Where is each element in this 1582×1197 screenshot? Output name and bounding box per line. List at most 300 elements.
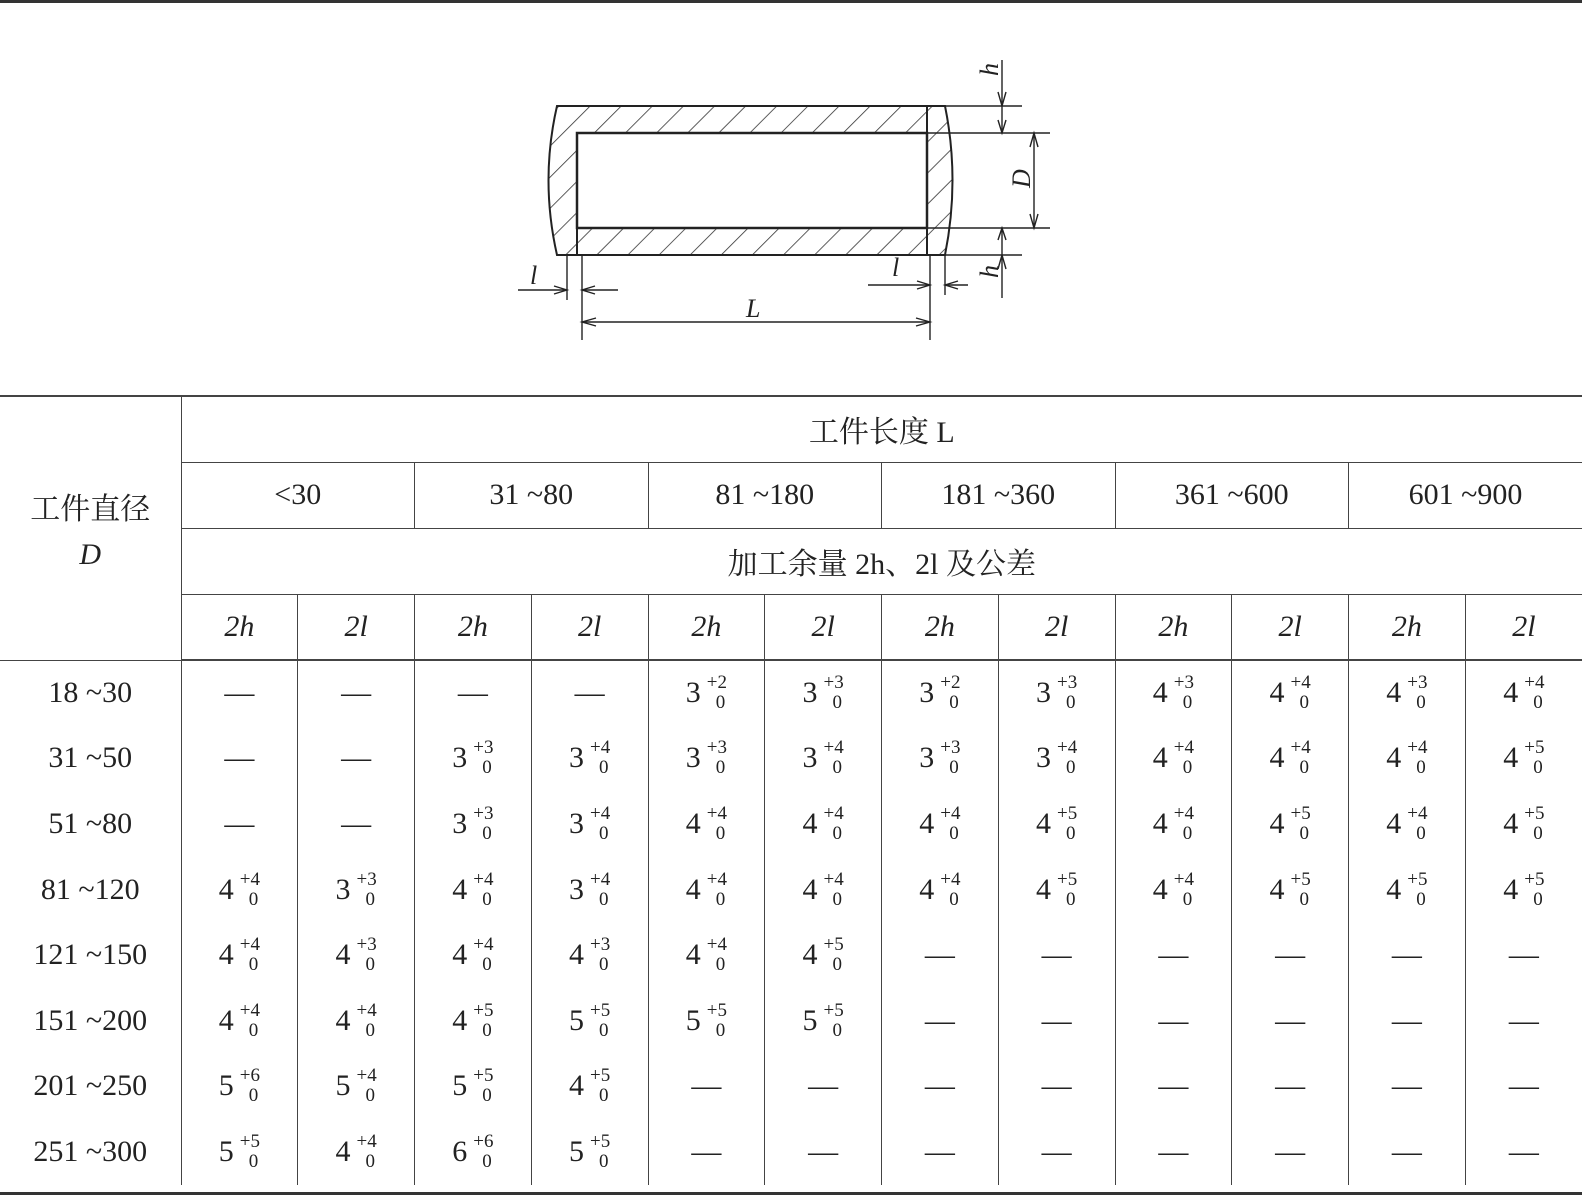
upper-tolerance: +4 (706, 934, 727, 956)
allowance-table (0, 395, 1582, 1185)
top-rule (0, 0, 1582, 3)
upper-tolerance: +3 (590, 934, 611, 956)
allowance-cell (1115, 857, 1232, 923)
allowance-cell (1465, 857, 1582, 923)
upper-tolerance: +3 (706, 737, 727, 759)
lower-tolerance: 0 (1066, 757, 1076, 779)
empty-cell-dash: — (1115, 1054, 1232, 1120)
upper-tolerance: +4 (1407, 802, 1428, 824)
allowance-value: 3 (569, 806, 585, 840)
allowance-cell (1465, 726, 1582, 792)
lower-tolerance: 0 (248, 1150, 259, 1172)
upper-tolerance: +4 (940, 802, 961, 824)
lower-tolerance: 0 (949, 822, 959, 844)
upper-tolerance: +5 (1524, 868, 1545, 890)
allowance-cell (181, 1054, 298, 1120)
lower-tolerance: 0 (365, 1085, 376, 1107)
lower-tolerance: 0 (365, 954, 376, 976)
allowance-cell (1349, 726, 1466, 792)
empty-cell-dash: — (882, 1119, 999, 1185)
upper-tolerance: +5 (823, 999, 844, 1021)
table-row (0, 791, 1582, 857)
upper-tolerance: +5 (239, 1130, 260, 1152)
length-range-header: 81 ~180 (648, 462, 882, 528)
lower-tolerance: 0 (599, 954, 609, 976)
upper-tolerance: +5 (473, 1065, 494, 1087)
lower-tolerance: 0 (1066, 822, 1076, 844)
allowance-value: 4 (569, 1069, 585, 1103)
allowance-value: 3 (802, 741, 818, 775)
empty-cell-dash: — (531, 660, 648, 726)
allowance-value: 4 (1036, 872, 1052, 906)
label-l-left: l (530, 261, 538, 290)
upper-tolerance: +5 (1057, 868, 1078, 890)
empty-cell-dash: — (1465, 1119, 1582, 1185)
lower-tolerance: 0 (1416, 692, 1426, 714)
allowance-value: 3 (335, 872, 351, 906)
empty-cell-dash: — (998, 988, 1115, 1054)
empty-cell-dash: — (1465, 1054, 1582, 1120)
lower-tolerance: 0 (832, 888, 843, 910)
lower-tolerance: 0 (482, 954, 492, 976)
upper-tolerance: +4 (239, 934, 260, 956)
upper-tolerance: +3 (1173, 672, 1194, 694)
upper-tolerance: +3 (473, 802, 494, 824)
upper-tolerance: +4 (823, 802, 844, 824)
workpiece-diagram (500, 40, 1080, 360)
allowance-cell (998, 791, 1115, 857)
allowance-cell (1232, 791, 1349, 857)
upper-tolerance: +4 (239, 999, 260, 1021)
allowance-cell (1232, 660, 1349, 726)
upper-tolerance: +4 (1057, 737, 1078, 759)
allowance-value: 5 (569, 1003, 585, 1037)
diameter-range: 31 ~50 (0, 726, 181, 792)
upper-tolerance: +5 (823, 934, 844, 956)
lower-tolerance: 0 (1533, 888, 1543, 910)
allowance-value: 3 (685, 741, 701, 775)
lower-tolerance: 0 (832, 1019, 843, 1041)
empty-cell-dash: — (415, 660, 532, 726)
lower-tolerance: 0 (1299, 692, 1310, 714)
empty-cell-dash: — (298, 791, 415, 857)
allowance-value: 4 (802, 872, 818, 906)
empty-cell-dash: — (882, 922, 999, 988)
empty-cell-dash: — (1349, 1119, 1466, 1185)
allowance-cell (415, 857, 532, 923)
diameter-header-symbol: D (79, 538, 102, 572)
upper-tolerance: +5 (1290, 868, 1311, 890)
upper-tolerance: +5 (1524, 737, 1545, 759)
allowance-value: 4 (1269, 676, 1285, 710)
allowance-value: 4 (685, 806, 701, 840)
allowance-cell (882, 660, 999, 726)
allowance-cell (648, 791, 765, 857)
allowance-cell (298, 1054, 415, 1120)
allowance-value: 5 (218, 1069, 234, 1103)
allowance-value: 4 (1152, 872, 1168, 906)
allowance-subcolumn-header: 2l (298, 594, 415, 660)
diameter-range: 121 ~150 (0, 922, 181, 988)
lower-tolerance: 0 (482, 1150, 492, 1172)
lower-tolerance: 0 (1533, 757, 1543, 779)
length-range-header: <30 (181, 462, 415, 528)
allowance-cell (1115, 660, 1232, 726)
allowance-value: 4 (1503, 872, 1519, 906)
lower-tolerance: 0 (715, 757, 726, 779)
lower-tolerance: 0 (832, 822, 843, 844)
lower-tolerance: 0 (1299, 822, 1310, 844)
lower-tolerance: 0 (248, 954, 259, 976)
upper-tolerance: +3 (473, 737, 494, 759)
upper-tolerance: +4 (590, 737, 611, 759)
lower-tolerance: 0 (599, 1085, 609, 1107)
empty-cell-dash: — (181, 660, 298, 726)
diameter-range: 18 ~30 (0, 660, 181, 726)
upper-tolerance: +3 (356, 868, 377, 890)
diameter-header-label: 工件直径 (30, 493, 151, 527)
lower-tolerance: 0 (715, 692, 726, 714)
lower-tolerance: 0 (949, 757, 959, 779)
table-row (0, 1119, 1582, 1185)
diameter-header (0, 396, 181, 660)
lower-tolerance: 0 (365, 888, 376, 910)
lower-tolerance: 0 (1416, 757, 1426, 779)
lower-tolerance: 0 (365, 1019, 376, 1041)
table-row (0, 857, 1582, 923)
allowance-subcolumn-header: 2h (415, 594, 532, 660)
upper-tolerance: +5 (1290, 802, 1311, 824)
allowance-cell (415, 726, 532, 792)
allowance-value: 4 (685, 938, 701, 972)
empty-cell-dash: — (1232, 922, 1349, 988)
allowance-cell (415, 1054, 532, 1120)
lower-tolerance: 0 (715, 822, 726, 844)
lower-tolerance: 0 (482, 888, 492, 910)
label-D: D (1007, 169, 1036, 188)
diameter-range: 81 ~120 (0, 857, 181, 923)
allowance-value: 3 (685, 676, 701, 710)
lower-tolerance: 0 (482, 1019, 492, 1041)
allowance-value: 4 (1036, 806, 1052, 840)
allowance-value: 4 (218, 938, 234, 972)
empty-cell-dash: — (1349, 988, 1466, 1054)
lower-tolerance: 0 (1299, 757, 1310, 779)
upper-tolerance: +4 (1173, 737, 1194, 759)
upper-tolerance: +5 (706, 999, 727, 1021)
lower-tolerance: 0 (1066, 692, 1076, 714)
upper-tolerance: +2 (940, 672, 961, 694)
allowance-cell (1232, 857, 1349, 923)
lower-tolerance: 0 (715, 954, 726, 976)
empty-cell-dash: — (298, 660, 415, 726)
allowance-cell (415, 922, 532, 988)
lower-tolerance: 0 (832, 692, 843, 714)
allowance-cell (998, 660, 1115, 726)
upper-tolerance: +3 (823, 672, 844, 694)
allowance-value: 4 (452, 938, 468, 972)
lower-tolerance: 0 (599, 1019, 609, 1041)
lower-tolerance: 0 (949, 888, 959, 910)
allowance-value: 6 (452, 1134, 468, 1168)
length-header: 工件长度 L (181, 396, 1582, 462)
upper-tolerance: +3 (356, 934, 377, 956)
upper-tolerance: +4 (823, 868, 844, 890)
allowance-subcolumn-header: 2h (648, 594, 765, 660)
allowance-cell (181, 1119, 298, 1185)
allowance-cell (415, 791, 532, 857)
upper-tolerance: +4 (940, 868, 961, 890)
allowance-value: 4 (1269, 806, 1285, 840)
upper-tolerance: +4 (823, 737, 844, 759)
empty-cell-dash: — (998, 922, 1115, 988)
lower-tolerance: 0 (715, 1019, 726, 1041)
allowance-value: 4 (685, 872, 701, 906)
allowance-cell (531, 857, 648, 923)
allowance-cell (648, 988, 765, 1054)
diameter-range: 201 ~250 (0, 1054, 181, 1120)
diameter-range: 251 ~300 (0, 1119, 181, 1185)
allowance-value: 4 (218, 872, 234, 906)
allowance-value: 4 (1503, 806, 1519, 840)
allowance-cell (882, 857, 999, 923)
allowance-cell (765, 922, 882, 988)
allowance-cell (765, 988, 882, 1054)
upper-tolerance: +4 (1173, 802, 1194, 824)
allowance-cell (765, 857, 882, 923)
allowance-value: 5 (218, 1134, 234, 1168)
allowance-cell (531, 988, 648, 1054)
allowance-cell (181, 988, 298, 1054)
allowance-cell (298, 857, 415, 923)
empty-cell-dash: — (181, 726, 298, 792)
empty-cell-dash: — (648, 1054, 765, 1120)
empty-cell-dash: — (882, 1054, 999, 1120)
allowance-cell (531, 1054, 648, 1120)
allowance-value: 3 (569, 741, 585, 775)
allowance-cell (648, 660, 765, 726)
upper-tolerance: +4 (473, 868, 494, 890)
allowance-cell (765, 660, 882, 726)
allowance-value: 4 (1152, 676, 1168, 710)
allowance-value: 3 (452, 741, 468, 775)
lower-tolerance: 0 (248, 1019, 259, 1041)
upper-tolerance: +4 (590, 802, 611, 824)
allowance-value: 3 (919, 676, 935, 710)
lower-tolerance: 0 (1416, 888, 1426, 910)
empty-cell-dash: — (1349, 922, 1466, 988)
allowance-cell (531, 726, 648, 792)
upper-tolerance: +3 (1057, 672, 1078, 694)
allowance-value: 4 (802, 938, 818, 972)
empty-cell-dash: — (1115, 922, 1232, 988)
allowance-cell (648, 726, 765, 792)
upper-tolerance: +4 (356, 1130, 377, 1152)
bottom-rule (0, 1192, 1582, 1195)
length-range-header: 181 ~360 (882, 462, 1116, 528)
label-h-top: h (975, 63, 1004, 76)
allowance-subcolumn-header: 2h (1349, 594, 1466, 660)
table-row (0, 988, 1582, 1054)
allowance-value: 3 (569, 872, 585, 906)
upper-tolerance: +4 (706, 802, 727, 824)
upper-tolerance: +4 (1524, 672, 1545, 694)
empty-cell-dash: — (1115, 988, 1232, 1054)
allowance-cell (998, 726, 1115, 792)
lower-tolerance: 0 (482, 822, 492, 844)
upper-tolerance: +5 (1057, 802, 1078, 824)
lower-tolerance: 0 (1182, 692, 1193, 714)
allowance-value: 3 (802, 676, 818, 710)
allowance-value: 4 (1269, 741, 1285, 775)
allowance-cell (1349, 857, 1466, 923)
allowance-value: 4 (335, 1003, 351, 1037)
allowance-cell (765, 726, 882, 792)
allowance-cell (648, 857, 765, 923)
lower-tolerance: 0 (832, 954, 843, 976)
upper-tolerance: +6 (473, 1130, 494, 1152)
lower-tolerance: 0 (1533, 822, 1543, 844)
lower-tolerance: 0 (482, 757, 492, 779)
allowance-value: 3 (1036, 741, 1052, 775)
table-row (0, 1054, 1582, 1120)
allowance-value: 4 (1503, 741, 1519, 775)
empty-cell-dash: — (765, 1054, 882, 1120)
empty-cell-dash: — (1465, 922, 1582, 988)
allowance-value: 4 (802, 806, 818, 840)
lower-tolerance: 0 (599, 888, 609, 910)
diameter-range: 51 ~80 (0, 791, 181, 857)
diameter-range: 151 ~200 (0, 988, 181, 1054)
allowance-value: 4 (919, 872, 935, 906)
allowance-value: 4 (919, 806, 935, 840)
lower-tolerance: 0 (1299, 888, 1310, 910)
allowance-value: 4 (335, 1134, 351, 1168)
allowance-header: 加工余量 2h、2l 及公差 (181, 528, 1582, 594)
upper-tolerance: +3 (1407, 672, 1428, 694)
allowance-value: 5 (685, 1003, 701, 1037)
lower-tolerance: 0 (832, 757, 843, 779)
empty-cell-dash: — (1232, 1119, 1349, 1185)
empty-cell-dash: — (298, 726, 415, 792)
allowance-value: 3 (919, 741, 935, 775)
upper-tolerance: +4 (590, 868, 611, 890)
allowance-cell (882, 726, 999, 792)
allowance-cell (1465, 660, 1582, 726)
upper-tolerance: +4 (356, 999, 377, 1021)
empty-cell-dash: — (998, 1054, 1115, 1120)
length-range-header: 601 ~900 (1349, 462, 1582, 528)
allowance-cell (882, 791, 999, 857)
allowance-value: 4 (1386, 806, 1402, 840)
allowance-cell (1349, 791, 1466, 857)
allowance-subcolumn-header: 2h (882, 594, 999, 660)
upper-tolerance: +5 (590, 1130, 611, 1152)
table-row (0, 726, 1582, 792)
allowance-subcolumn-header: 2l (998, 594, 1115, 660)
allowance-value: 4 (1152, 741, 1168, 775)
empty-cell-dash: — (1349, 1054, 1466, 1120)
empty-cell-dash: — (882, 988, 999, 1054)
upper-tolerance: +5 (1407, 868, 1428, 890)
allowance-cell (298, 922, 415, 988)
upper-tolerance: +5 (1524, 802, 1545, 824)
lower-tolerance: 0 (1182, 822, 1193, 844)
allowance-cell (1465, 791, 1582, 857)
allowance-cell (298, 1119, 415, 1185)
table-row (0, 922, 1582, 988)
allowance-cell (415, 988, 532, 1054)
lower-tolerance: 0 (248, 1085, 259, 1107)
allowance-subcolumn-header: 2l (531, 594, 648, 660)
allowance-value: 4 (452, 1003, 468, 1037)
upper-tolerance: +4 (1173, 868, 1194, 890)
upper-tolerance: +4 (473, 934, 494, 956)
allowance-cell (1232, 726, 1349, 792)
allowance-subcolumn-header: 2h (181, 594, 298, 660)
upper-tolerance: +4 (1407, 737, 1428, 759)
lower-tolerance: 0 (599, 757, 609, 779)
allowance-value: 4 (569, 938, 585, 972)
empty-cell-dash: — (1115, 1119, 1232, 1185)
upper-tolerance: +5 (473, 999, 494, 1021)
lower-tolerance: 0 (1533, 692, 1543, 714)
upper-tolerance: +6 (239, 1065, 260, 1087)
label-h-bottom: h (975, 265, 1004, 278)
allowance-subcolumn-header: 2l (1465, 594, 1582, 660)
upper-tolerance: +4 (1290, 672, 1311, 694)
empty-cell-dash: — (1232, 1054, 1349, 1120)
allowance-value: 5 (335, 1069, 351, 1103)
allowance-cell (531, 791, 648, 857)
lower-tolerance: 0 (715, 888, 726, 910)
lower-tolerance: 0 (482, 1085, 492, 1107)
allowance-value: 4 (335, 938, 351, 972)
allowance-value: 5 (802, 1003, 818, 1037)
label-L: L (746, 294, 761, 323)
allowance-value: 4 (1386, 872, 1402, 906)
allowance-cell (765, 791, 882, 857)
allowance-subcolumn-header: 2l (1232, 594, 1349, 660)
upper-tolerance: +4 (239, 868, 260, 890)
upper-tolerance: +4 (1290, 737, 1311, 759)
length-range-header: 361 ~600 (1115, 462, 1349, 528)
allowance-cell (181, 857, 298, 923)
lower-tolerance: 0 (1066, 888, 1076, 910)
allowance-value: 4 (218, 1003, 234, 1037)
allowance-value: 4 (1386, 676, 1402, 710)
allowance-cell (181, 922, 298, 988)
allowance-cell (1349, 660, 1466, 726)
empty-cell-dash: — (765, 1119, 882, 1185)
lower-tolerance: 0 (1416, 822, 1426, 844)
allowance-cell (648, 922, 765, 988)
allowance-value: 4 (1386, 741, 1402, 775)
lower-tolerance: 0 (599, 822, 609, 844)
allowance-cell (998, 857, 1115, 923)
workpiece-outline (549, 106, 953, 255)
table-row (0, 660, 1582, 726)
empty-cell-dash: — (998, 1119, 1115, 1185)
allowance-cell (531, 1119, 648, 1185)
allowance-subcolumn-header: 2h (1115, 594, 1232, 660)
allowance-value: 4 (1503, 676, 1519, 710)
allowance-value: 4 (452, 872, 468, 906)
upper-tolerance: +3 (940, 737, 961, 759)
allowance-cell (1115, 791, 1232, 857)
lower-tolerance: 0 (1182, 757, 1193, 779)
allowance-subcolumn-header: 2l (765, 594, 882, 660)
